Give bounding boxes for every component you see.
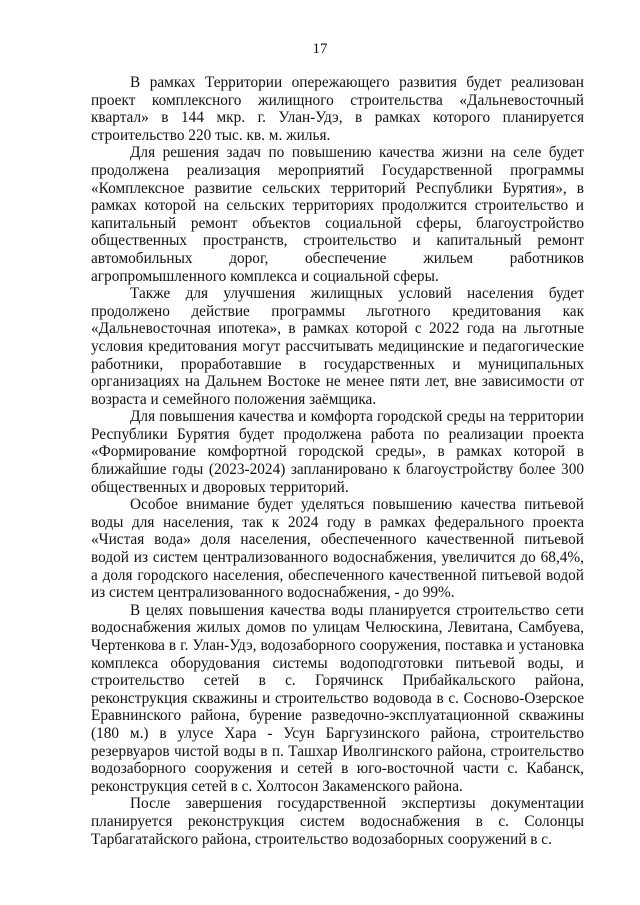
document-body [91,74,584,848]
paragraph-water-supply-construction: В целях повышения качества воды планируется строительство сети водоснабжения жилых домов по улицам Челюскина, Левитана, Самбуева, Чертенкова в г. Улан-Удэ, водозаборного сооружения, поставка и установка комплекса оборудования системы водоподготовки питьевой воды, и строительство сетей в с. Горячинск Прибайкальского района, реконструкция скважины и строительство водовода в с. Сосново-Озерское Еравнинского района, бурение разведочно-эксплуатационной скважины (180 м.) в улусе Хара - Усун Баргузинского района, строительство резервуаров чистой воды в п. Ташхар Иволгинского района, строительство водозаборного сооружения и сетей в юго-восточной части с. Кабанск, реконструкция сетей в с. Холтосон Закаменского района. [91,601,584,795]
paragraph-clean-water: Особое внимание будет уделяться повышению качества питьевой воды для населения, так к 2024 году в рамках федерального проекта «Чистая вода» доля населения, обеспеченного качественной питьевой водой из систем централизованного водоснабжения, увеличится до 68,4%, а доля городского населения, обеспеченного качественной питьевой водой из систем централизованного водоснабжения, - до 99%. [91,496,584,602]
paragraph-far-east-mortgage: Также для улучшения жилищных условий населения будет продолжено действие программы льготного кредитования как «Дальневосточная ипотека», в рамках которой с 2022 года на льготные условия кредитования могут рассчитывать медицинские и педагогические работники, проработавшие в государственных и муниципальных организациях на Дальнем Востоке не менее пяти лет, вне зависимости от возраста и семейного положения заёмщика. [91,285,584,408]
paragraph-residential-quarter: В рамках Территории опережающего развития будет реализован проект комплексного жилищного строительства «Дальневосточный квартал» в 144 мкр. г. Улан-Удэ, в рамках которого планируется строительство 220 тыс. кв. м. жилья. [91,74,584,144]
paragraph-urban-environment: Для повышения качества и комфорта городской среды на территории Республики Бурятия будет продолжена работа по реализации проекта «Формирование комфортной городской среды», в рамках которой в ближайшие годы (2023-2024) запланировано к благоустройству более 300 общественных и дворовых территорий. [91,408,584,496]
page-number: 17 [312,41,328,57]
paragraph-rural-development: Для решения задач по повышению качества жизни на селе будет продолжена реализация мероприятий Государственной программы «Комплексное развитие сельских территорий Республики Бурятия», в рамках которой на сельских территориях продолжится строительство и капитальный ремонт объектов социальной сферы, благоустройство общественных пространств, строительство и капитальный ремонт автомобильных дорог, обеспечение жильем работников агропромышленного комплекса и социальной сферы. [91,144,584,285]
paragraph-water-supply-reconstruction: После завершения государственной экспертизы документации планируется реконструкция систем водоснабжения в с. Солонцы Тарбагатайского района, строительство водозаборных сооружений в с. [91,795,584,848]
